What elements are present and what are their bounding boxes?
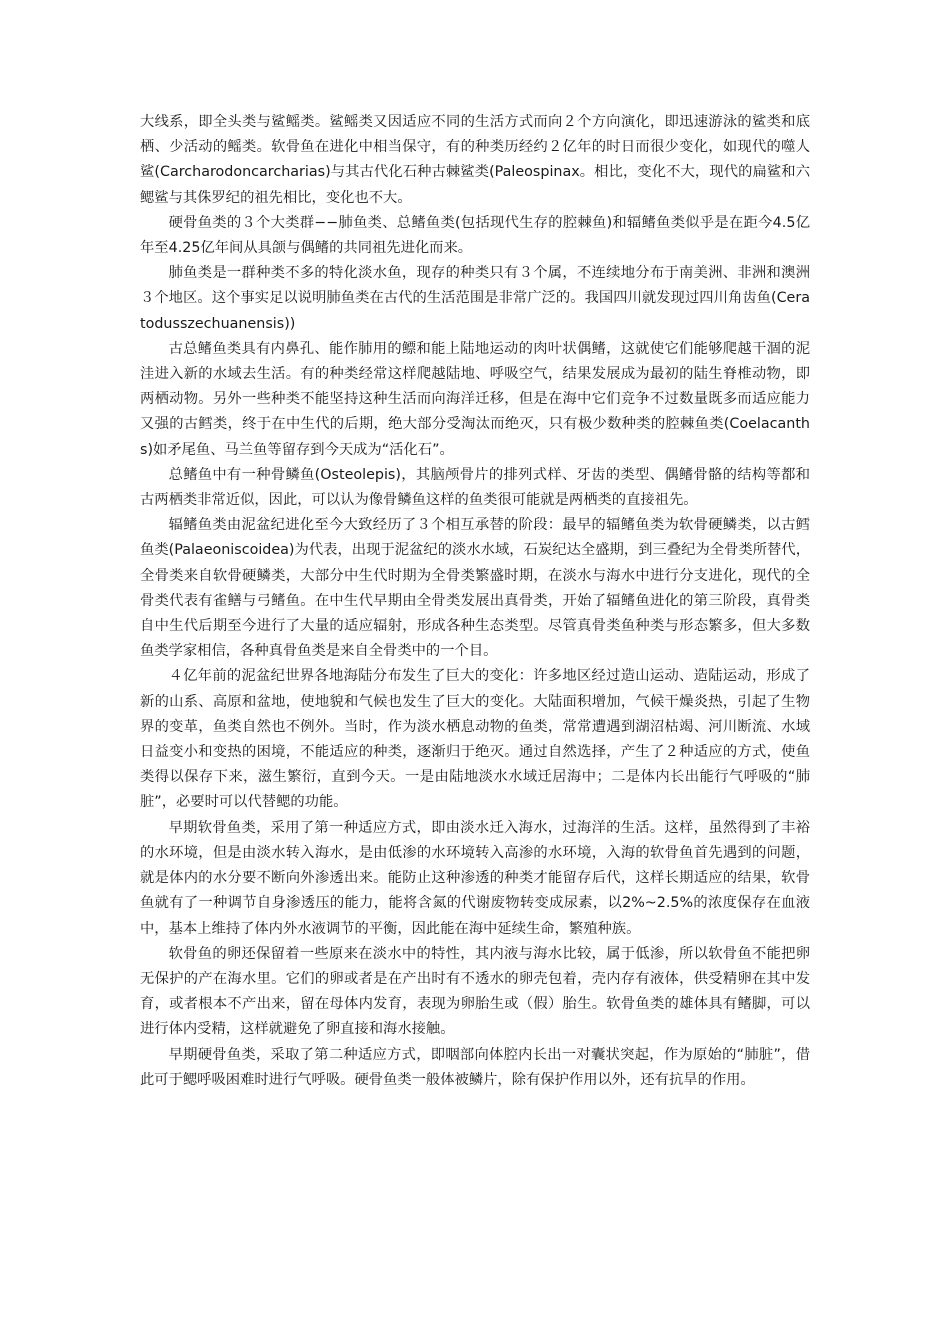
paragraph-9: 软骨鱼的卵还保留着一些原来在淡水中的特性，其内液与海水比较，属于低渗，所以软骨鱼不能把卵无保护的产在海水里。它们的卵或者是在产出时有不透水的卵壳包着，壳内存有液体，供受精卵在其中发育，或者根本不产出来，留在母体内发育，表现为卵胎生或（假）胎生。软骨鱼类的雄体具有鳍脚，可以进行体内受精，这样就避免了卵直接和海水接触。	[140, 945, 810, 1038]
paragraph-10: 早期硬骨鱼类，采取了第二种适应方式，即咽部向体腔内长出一对囊状突起，作为原始的“肺脏”，借此可于鳃呼吸困难时进行气呼吸。硬骨鱼类一般体被鳞片，除有保护作用以外，还有抗旱的作用。	[140, 1046, 810, 1088]
paragraph-1: 大线系，即全头类与鲨鳐类。鲨鳐类又因适应不同的生活方式而向２个方向演化，即迅速游泳的鲨类和底栖、少活动的鳐类。软骨鱼在进化中相当保守，有的种类历经约２亿年的时日而很少变化，如现代的噬人鲨(Carcharodoncarcharias)与其古代化石种古棘鲨类(Paleospinax。相比，变化不大，现代的扁鲨和六鳃鲨与其侏罗纪的祖先相比，变化也不大。	[140, 114, 810, 206]
article-body	[140, 110, 810, 1093]
paragraph-3: 肺鱼类是一群种类不多的特化淡水鱼，现存的种类只有３个属，不连续地分布于南美洲、非洲和澳洲３个地区。这个事实足以说明肺鱼类在古代的生活范围是非常广泛的。我国四川就发现过四川角齿鱼(Ceratodusszechuanensis))	[140, 265, 810, 332]
paragraph-7: ４亿年前的泥盆纪世界各地海陆分布发生了巨大的变化：许多地区经过造山运动、造陆运动，形成了新的山系、高原和盆地，使地貌和气候也发生了巨大的变化。大陆面积增加，气候干燥炎热，引起了生物界的变革，鱼类自然也不例外。当时，作为淡水栖息动物的鱼类，常常遭遇到湖沼枯竭、河川断流、水域日益变小和变热的困境，不能适应的种类，逐渐归于绝灭。通过自然选择，产生了２种适应的方式，使鱼类得以保存下来，滋生繁衍，直到今天。一是由陆地淡水水域迁居海中；二是体内长出能行气呼吸的“肺脏”，必要时可以代替鳃的功能。	[140, 668, 810, 811]
paragraph-4: 古总鳍鱼类具有内鼻孔、能作肺用的鳔和能上陆地运动的肉叶状偶鳍，这就使它们能够爬越干涸的泥洼进入新的水域去生活。有的种类经常这样爬越陆地、呼吸空气，结果发展成为最初的陆生脊椎动物，即两栖动物。另外一些种类不能坚持这种生活而向海洋迁移，但是在海中它们竞争不过数量既多而适应能力又强的古鳕类，终于在中生代的后期，绝大部分受淘汰而绝灭，只有极少数种类的腔棘鱼类(Coelacanths)如矛尾鱼、马兰鱼等留存到今天成为“活化石”。	[140, 340, 810, 458]
paragraph-6: 辐鳍鱼类由泥盆纪进化至今大致经历了３个相互承替的阶段：最早的辐鳍鱼类为软骨硬鳞类，以古鳕鱼类(Palaeoniscoidea)为代表，出现于泥盆纪的淡水水域，石炭纪达全盛期，到三叠纪为全骨类所替代，全骨类来自软骨硬鳞类，大部分中生代时期为全骨类繁盛时期，在淡水与海水中进行分支进化，现代的全骨类代表有雀鳝与弓鳍鱼。在中生代早期由全骨类发展出真骨类，开始了辐鳍鱼进化的第三阶段，真骨类自中生代后期至今进行了大量的适应辐射，形成各种生态类型。尽管真骨类鱼种类与形态繁多，但大多数鱼类学家相信，各种真骨鱼类是来自全骨类中的一个目。	[140, 517, 810, 660]
paragraph-2: 硬骨鱼类的３个大类群−−肺鱼类、总鳍鱼类(包括现代生存的腔棘鱼)和辐鳍鱼类似乎是在距今4.5亿年至4.25亿年间从具颌与偶鳍的共同祖先进化而来。	[140, 214, 810, 257]
paragraph-8: 早期软骨鱼类，采用了第一种适应方式，即由淡水迁入海水，过海洋的生活。这样，虽然得到了丰裕的水环境，但是由淡水转入海水，是由低渗的水环境转入高渗的水环境，入海的软骨鱼首先遇到的问题，就是体内的水分要不断向外渗透出来。能防止这种渗透的种类才能留存后代，这样长期适应的结果，软骨鱼就有了一种调节自身渗透压的能力，能将含氮的代谢废物转变成尿素，以2%~2.5%的浓度保存在血液中，基本上维持了体内外水液调节的平衡，因此能在海中延续生命，繁殖种族。	[140, 819, 810, 937]
paragraph-5: 总鳍鱼中有一种骨鳞鱼(Osteolepis)，其脑颅骨片的排列式样、牙齿的类型、偶鳍骨骼的结构等都和古两栖类非常近似，因此，可以认为像骨鳞鱼这样的鱼类很可能就是两栖类的直接祖先。	[140, 466, 810, 509]
